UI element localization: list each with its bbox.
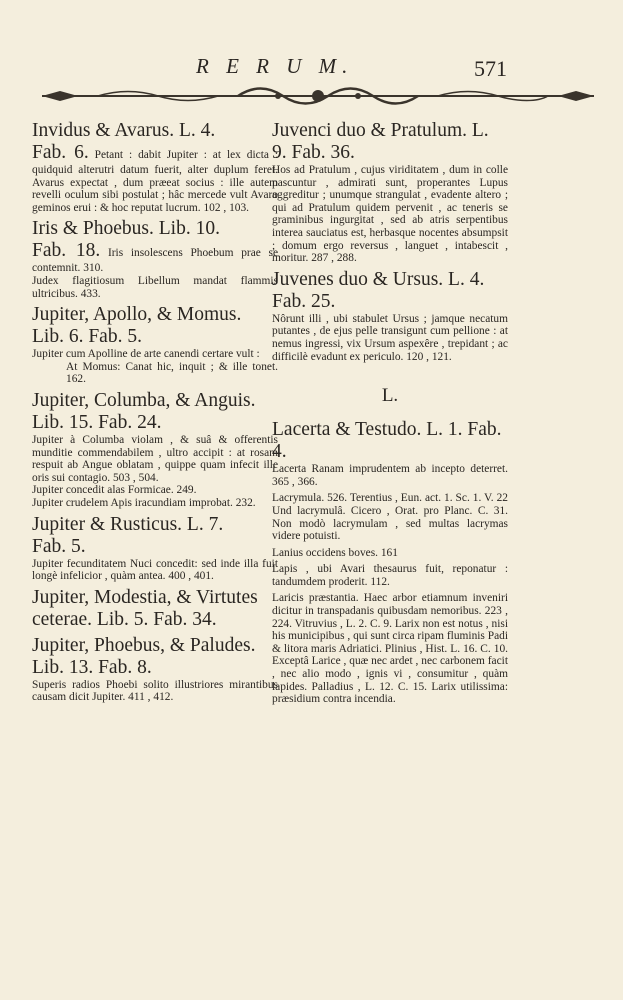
entry-body: Lapis , ubi Avari thesaurus fuit, reponatur : tandumdem proderit. 112. — [272, 563, 508, 588]
entry-heading: Juvenci duo & Pratulum. L. 9. Fab. 36. — [272, 120, 489, 163]
index-entry — [32, 390, 278, 510]
page-number: 571 — [474, 56, 507, 81]
running-head — [0, 54, 623, 84]
index-entry — [272, 419, 508, 488]
entry-text — [32, 240, 278, 275]
entry-heading: Jupiter, Modestia, & Virtutes ceterae. Lib. 5. Fab. 34. — [32, 586, 258, 630]
entry-subheading: Fab. 5. — [32, 535, 86, 557]
entry-body: Jupiter fecunditatem Nuci concedit: sed inde illa fuit longè infelicior , quàm antea. 400 , 401. — [32, 557, 278, 583]
entry-body: Lacrymula. 526. Terentius , Eun. act. 1. Sc. 1. V. 22 Und lacrymulâ. Cicero , Orat. pro Planc. C. 31. Non modò lacrymulam , sed multas lacrymas videre potuisti. — [272, 492, 508, 543]
index-entry — [272, 547, 508, 560]
entry-body: Jupiter cum Apolline de arte canendi certare vult : — [32, 348, 260, 361]
index-entry — [272, 269, 508, 363]
entry-body: Laricis præstantia. Haec arbor etiamnum inveniri dicitur in transpadanis quibusdam nemoribus. 223 , 224. Vitruvius , L. 2. C. 9. Larix non est notus , nisi his municipibus , qui sunt circa ripam fluminis Padi & litora maris Adriatici. Plinius , Hist. L. 16. C. 10. Exceptâ Larice , quæ nec ardet , nec carbonem facit , nec alio modo , ignis vi , consumitur , quàm lapides. Palladius , L. 12. C. 15. Larix utilissima: præsidium contra incendia. — [272, 592, 508, 706]
entry-body: Judex flagitiosum Libellum mandat flammis ultricibus. 433. — [32, 274, 278, 300]
left-column — [32, 120, 278, 708]
entry-subheading: Fab. 6. — [32, 142, 89, 163]
entry-text — [32, 142, 278, 214]
right-column — [272, 120, 508, 710]
entry-heading: Invidus & Avarus. L. 4. — [32, 120, 216, 141]
entry-body: Jupiter à Columba violam , & suâ & offerentis munditie commendabilem , ultro accipit : at rosam respuit ab Angue oblatam , quippe quam infecit ille oris sui contagio. 503 , 504. — [32, 433, 278, 484]
index-entry — [32, 587, 278, 631]
entry-body: Superis radios Phoebi solito illustriores mirantibus causam dicit Jupiter. 411 , 412. — [32, 678, 278, 704]
index-entry — [272, 592, 508, 705]
entry-body: Iris insolescens Phoebum prae se contemnit. 310. — [32, 247, 279, 275]
entry-heading: Jupiter & Rusticus. L. 7. — [32, 513, 224, 535]
entry-subheading: Fab. 18. — [32, 240, 101, 262]
entry-body: Jupiter crudelem Apis iracundiam improbat. 232. — [32, 496, 256, 509]
entry-body: Lacerta Ranam imprudentem ab incepto deterret. 365 , 366. — [272, 463, 508, 488]
index-entry — [272, 492, 508, 542]
index-entry — [32, 120, 278, 214]
index-entry — [32, 635, 278, 704]
index-entry — [32, 304, 278, 386]
index-entry — [32, 514, 278, 583]
running-title: R E R U M. — [196, 54, 354, 78]
entry-body: Jupiter concedit alas Formicae. 249. — [32, 484, 197, 497]
entry-body: Petant : dabit Jupiter : at lex dicta : quidquid alterutri datum fuerit, alter duplum feret. Avarus expectat , dum præeat socius : ille autem revelli oculum sibi postulat ; hâc mercede vult Avaro geminos erui : & hoc reputat lucrum. 102 , 103. — [32, 149, 278, 214]
entry-quote: At Momus: Canat hic, inquit ; & ille tonet. 162. — [66, 360, 278, 386]
entry-heading: Iris & Phoebus. Lib. 10. — [32, 218, 220, 240]
index-entry — [32, 218, 278, 300]
section-letter: L. — [381, 385, 399, 407]
entry-heading: Jupiter, Phoebus, & Paludes. Lib. 13. Fab. 8. — [32, 634, 256, 678]
entry-heading: Jupiter, Columba, & Anguis. Lib. 15. Fab. 24. — [32, 389, 256, 433]
entry-heading: Juvenes duo & Ursus. L. 4. Fab. 25. — [272, 268, 485, 312]
ornamental-rule-icon — [38, 86, 598, 106]
entry-heading: Lacerta & Testudo. L. 1. Fab. 4. — [272, 419, 502, 463]
entry-body: Hos ad Pratulum , cujus viriditatem , dum in colle pascuntur , admirati sunt, properantes Lupus aggreditur ; unumque strangulat , evadente altero ; qui ad Pratulum quidem pervenit , ac teneris se graminibus ingurgitat , sed ab atris serpentibus interea sauciatus est, herbasque nocentes absumpsit ; domum ergo reversus , languet , intabescit , moritur. 287 , 288. — [272, 164, 508, 265]
entry-heading: Jupiter, Apollo, & Momus. Lib. 6. Fab. 5. — [32, 304, 242, 348]
entry-body: Nôrunt illi , ubi stabulet Ursus ; jamque necatum putantes , de ejus pelle transigunt cum pellione : at nemus ingressi, vix Ursum aspexêre , trepidant ; ac difficilè evadunt ex periculo. 120 , 121. — [272, 312, 508, 363]
entry-body: Lanius occidens boves. 161 — [272, 546, 398, 559]
index-entry — [272, 120, 508, 265]
index-entry — [272, 563, 508, 588]
